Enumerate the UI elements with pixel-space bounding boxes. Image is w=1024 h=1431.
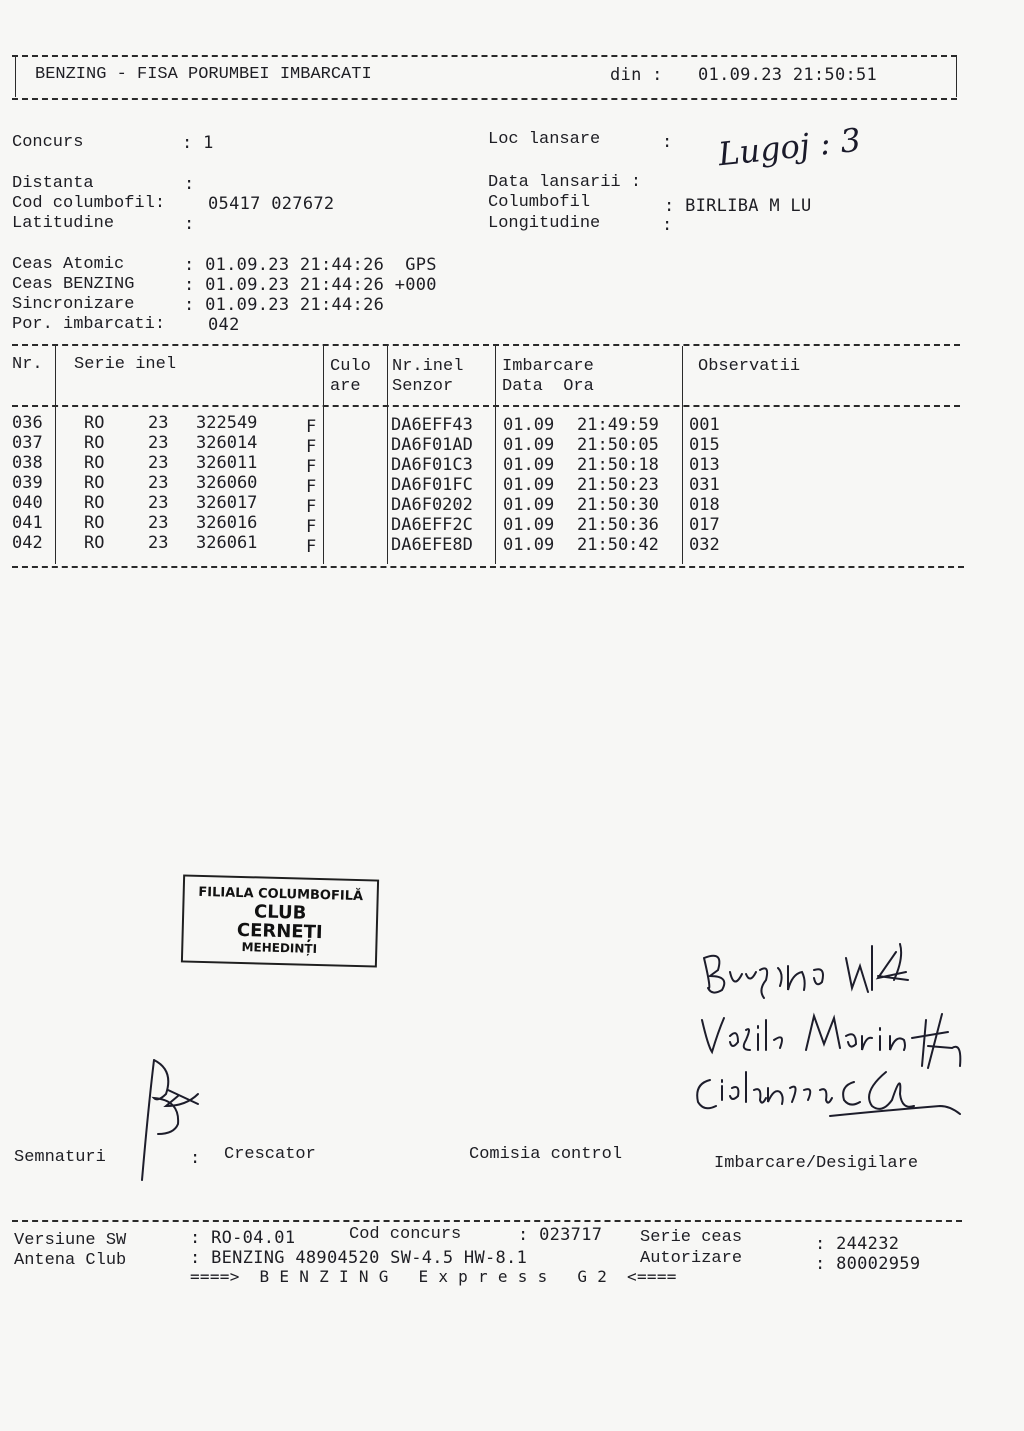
stamp-line-4: MEHEDINȚI [241,940,318,956]
ceas-benzing-value: : 01.09.23 21:44:26 +000 [184,275,437,295]
col-header-senzor: Senzor [392,377,454,396]
columbofil-value: : BIRLIBA M LU [664,196,812,216]
table-row [0,533,1024,557]
table-row [0,473,1024,497]
row-ora: 21:49:59 [577,415,659,435]
row-senzor: DA6F01AD [391,435,473,455]
table-bottom-rule [12,566,964,568]
row-data: 01.09 [503,455,555,475]
row-senzor: DA6EFE8D [391,535,473,555]
col-header-culo: Culo [330,357,371,376]
row-obs: 018 [689,495,720,515]
antena-club-value: : BENZING 48904520 SW-4.5 HW-8.1 [190,1248,528,1268]
autorizare-label: Autorizare [640,1249,743,1268]
row-ora: 21:50:30 [577,495,659,515]
row-serie: 326017 [196,493,258,513]
row-an: 23 [148,493,169,513]
din-label: din : [610,65,663,85]
row-sex: F [306,477,317,497]
stamp-line-3: CERNEȚI [236,919,323,944]
row-ora: 21:50:23 [577,475,659,495]
col-header-nrinel: Nr.inel [392,357,464,376]
data-lansarii-label: Data lansarii : [488,173,642,192]
row-tara: RO [84,413,105,433]
stamp-line-2: CLUB [253,901,307,924]
row-serie: 322549 [196,413,258,433]
signature-vasile [700,1010,701,1011]
row-an: 23 [148,513,169,533]
semnaturi-sep: : [190,1148,201,1168]
row-ora: 21:50:18 [577,455,659,475]
por-imbarcati-label: Por. imbarcati: [12,315,166,334]
row-sex: F [306,457,317,477]
row-sex: F [306,437,317,457]
longitudine-label: Longitudine [488,214,601,233]
row-obs: 032 [689,535,720,555]
row-an: 23 [148,473,169,493]
table-header-rule [12,405,960,407]
latitudine-label: Latitudine [12,214,115,233]
row-senzor: DA6F01FC [391,475,473,495]
document-title: BENZING - FISA PORUMBEI IMBARCATI [35,65,372,84]
row-obs: 001 [689,415,720,435]
row-senzor: DA6EFF43 [391,415,473,435]
header-bottom-border [12,98,957,100]
row-nr: 039 [12,473,43,493]
versiune-value: : RO-04.01 [190,1228,296,1248]
row-data: 01.09 [503,415,555,435]
crescator-label: Crescator [224,1145,316,1164]
versiune-label: Versiune SW [14,1231,127,1250]
club-stamp [181,874,379,967]
row-tara: RO [84,453,105,473]
row-nr: 041 [12,513,43,533]
row-serie: 326011 [196,453,258,473]
row-ora: 21:50:05 [577,435,659,455]
row-senzor: DA6EFF2C [391,515,473,535]
row-data: 01.09 [503,515,555,535]
row-sex: F [306,417,317,437]
row-serie: 326014 [196,433,258,453]
row-obs: 031 [689,475,720,495]
row-senzor: DA6F01C3 [391,455,473,475]
col-header-observatii: Observatii [698,357,801,376]
row-tara: RO [84,433,105,453]
sincronizare-label: Sincronizare [12,295,135,314]
col-header-nr: Nr. [12,355,43,374]
row-sex: F [306,497,317,517]
cod-concurs-value: : 023717 [518,1225,603,1245]
cod-columbofil-value: 05417 027672 [208,194,335,214]
row-nr: 037 [12,433,43,453]
col-header-are: are [330,377,361,396]
row-an: 23 [148,413,169,433]
row-obs: 015 [689,435,720,455]
row-data: 01.09 [503,535,555,555]
header-top-border [12,55,957,57]
row-senzor: DA6F0202 [391,495,473,515]
ceas-atomic-label: Ceas Atomic [12,255,125,274]
distanta-label: Distanta [12,174,94,193]
loc-lansare-sep: : [662,132,673,152]
benzing-express-banner: ====> B E N Z I N G E x p r e s s G 2 <==== [190,1267,677,1286]
row-data: 01.09 [503,475,555,495]
concurs-value: : 1 [182,133,214,153]
commission-signatures [690,940,990,1140]
row-tara: RO [84,493,105,513]
row-data: 01.09 [503,435,555,455]
ceas-benzing-label: Ceas BENZING [12,275,135,294]
longitudine-sep: : [662,215,673,235]
serie-ceas-label: Serie ceas [640,1228,743,1247]
row-tara: RO [84,533,105,553]
distanta-sep: : [184,174,195,194]
signature-burghina [700,942,701,943]
table-row [0,433,1024,457]
stamp-line-1: FILIALA COLUMBOFILĂ [198,884,364,905]
table-row [0,453,1024,477]
row-serie: 326060 [196,473,258,493]
table-row [0,513,1024,537]
imbarcare-desigilare-label: Imbarcare/Desigilare [714,1154,919,1173]
row-serie: 326061 [196,533,258,553]
latitudine-sep: : [184,214,195,234]
row-an: 23 [148,453,169,473]
semnaturi-label: Semnaturi [14,1148,106,1167]
row-obs: 017 [689,515,720,535]
din-value: 01.09.23 21:50:51 [698,65,878,85]
row-sex: F [306,517,317,537]
table-top-rule [12,344,960,346]
row-an: 23 [148,533,169,553]
loc-lansare-handwritten: Lugoj : 3 [716,120,863,174]
col-header-data-ora: Data Ora [502,377,594,396]
signature-ciolanesa [700,1075,701,1076]
header-right-border [956,57,957,97]
row-tara: RO [84,473,105,493]
header-left-border [15,57,16,97]
loc-lansare-label: Loc lansare [488,130,601,149]
row-serie: 326016 [196,513,258,533]
columbofil-label: Columbofil [488,193,591,212]
cod-columbofil-label: Cod columbofil: [12,194,166,213]
comisia-control-label: Comisia control [469,1145,623,1164]
row-ora: 21:50:42 [577,535,659,555]
row-nr: 036 [12,413,43,433]
crescator-signature [130,1050,220,1200]
footer-rule [12,1220,962,1222]
row-sex: F [306,537,317,557]
sincronizare-value: : 01.09.23 21:44:26 [184,295,385,315]
col-header-imbarcare: Imbarcare [502,357,594,376]
row-data: 01.09 [503,495,555,515]
col-header-serie: Serie inel [74,355,177,374]
concurs-label: Concurs [12,133,84,152]
row-nr: 040 [12,493,43,513]
autorizare-value: : 80002959 [815,1254,921,1274]
cod-concurs-label: Cod concurs [349,1225,462,1244]
row-an: 23 [148,433,169,453]
row-nr: 042 [12,533,43,553]
por-imbarcati-value: 042 [208,315,240,335]
ceas-atomic-value: : 01.09.23 21:44:26 GPS [184,255,437,275]
row-tara: RO [84,513,105,533]
antena-club-label: Antena Club [14,1251,127,1270]
row-nr: 038 [12,453,43,473]
table-row [0,413,1024,437]
row-ora: 21:50:36 [577,515,659,535]
table-row [0,493,1024,517]
row-obs: 013 [689,455,720,475]
serie-ceas-value: : 244232 [815,1234,900,1254]
